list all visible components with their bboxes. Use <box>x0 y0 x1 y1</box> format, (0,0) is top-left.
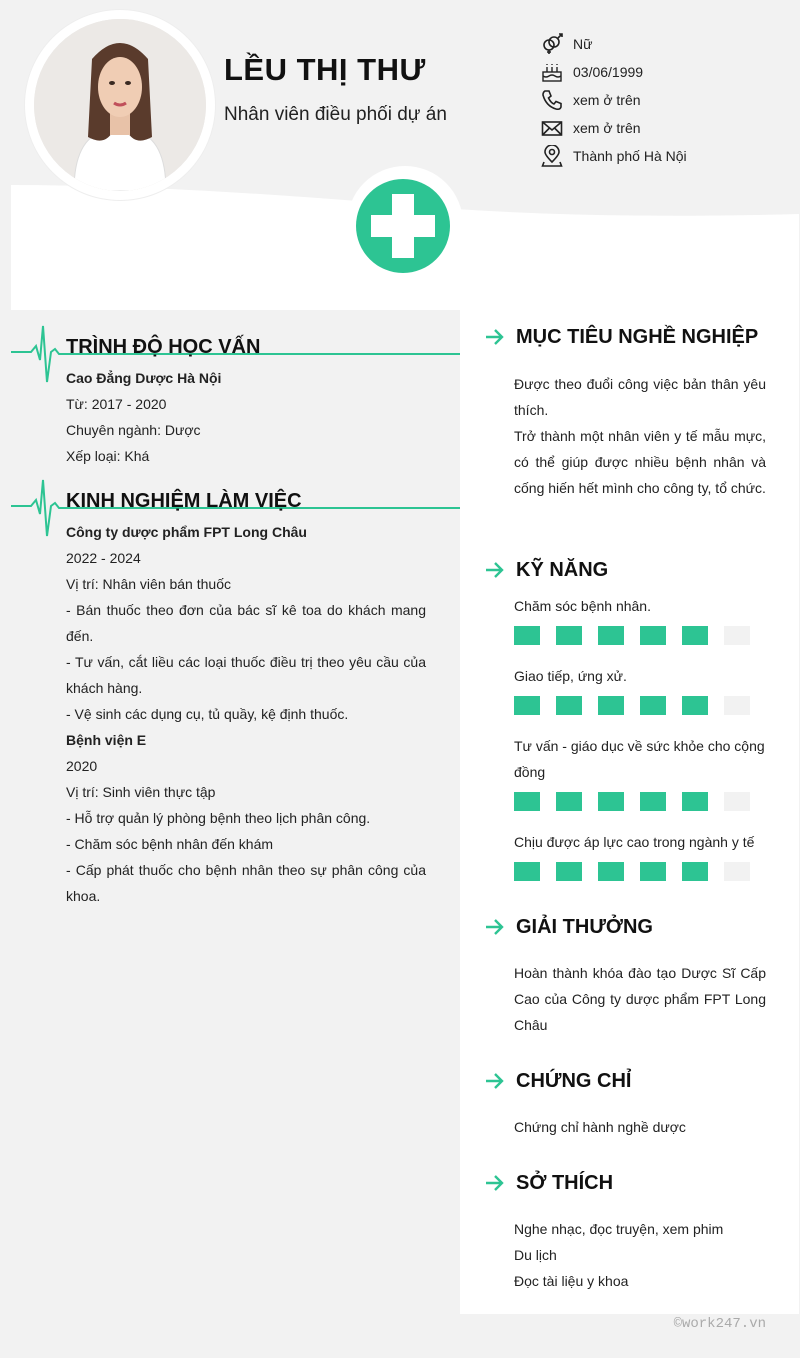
job-duty: - Hỗ trợ quản lý phòng bệnh theo lịch phân công. <box>66 810 371 826</box>
awards-title: GIẢI THƯỞNG <box>516 915 653 938</box>
certificates-heading <box>484 1066 631 1096</box>
skill-level-bar <box>514 696 766 715</box>
education-period: Từ: 2017 - 2020 <box>66 396 167 412</box>
skills-heading <box>484 555 608 585</box>
skill-segment-filled <box>556 792 582 811</box>
left-column <box>11 310 460 1350</box>
certificates-content: Chứng chỉ hành nghề dược <box>514 1119 686 1135</box>
hobbies-heading <box>484 1168 613 1198</box>
right-column <box>460 310 799 1314</box>
skill-segment-filled <box>514 862 540 881</box>
info-email <box>541 114 687 142</box>
address-text: Thành phố Hà Nội <box>573 148 687 164</box>
skill-segment-filled <box>514 626 540 645</box>
skill-segment-filled <box>640 862 666 881</box>
objective-heading <box>484 322 758 352</box>
education-title: TRÌNH ĐỘ HỌC VẤN <box>66 336 261 358</box>
phone-icon <box>541 89 567 111</box>
email-icon <box>541 117 567 139</box>
skill-segment-filled <box>682 792 708 811</box>
experience-title: KINH NGHIỆM LÀM VIỆC <box>66 490 302 512</box>
job-duty: - Bán thuốc theo đơn của bác sĩ kê toa do khách mang đến. <box>66 602 426 644</box>
skill-segment-filled <box>556 626 582 645</box>
education-major: Chuyên ngành: Dược <box>66 422 201 438</box>
skill-segment-filled <box>556 862 582 881</box>
skills-title: KỸ NĂNG <box>516 558 609 581</box>
location-pin-icon <box>541 145 567 167</box>
birthday-cake-icon <box>541 61 567 83</box>
objective-title: MỤC TIÊU NGHỀ NGHIỆP <box>516 325 759 348</box>
skill-segment-empty <box>724 696 750 715</box>
skill-segment-empty <box>724 626 750 645</box>
contact-info <box>541 30 687 170</box>
cv-header <box>11 0 799 310</box>
education-grade: Xếp loại: Khá <box>66 448 150 464</box>
certificates-title: CHỨNG CHỈ <box>516 1069 632 1092</box>
skill-level-bar <box>514 862 766 881</box>
awards-heading <box>484 912 653 942</box>
gender-text: Nữ <box>573 36 593 52</box>
candidate-job-title: Nhân viên điều phối dự án <box>224 104 447 125</box>
job-period: 2020 <box>66 758 98 774</box>
job-position: Vị trí: Nhân viên bán thuốc <box>66 576 231 592</box>
arrow-right-icon <box>484 917 506 937</box>
job-position: Vị trí: Sinh viên thực tập <box>66 784 216 800</box>
objective-paragraph: Trở thành một nhân viên y tế mẫu mực, có thể giúp được nhiều bệnh nhân và cống hiến hết mình cho công ty, tổ chức. <box>514 428 766 496</box>
skill-name: Giao tiếp, ứng xử. <box>514 668 627 684</box>
email-text: xem ở trên <box>573 120 641 136</box>
skill-segment-filled <box>514 696 540 715</box>
experience-content <box>66 519 426 909</box>
hobbies-title: SỞ THÍCH <box>516 1171 614 1194</box>
job-period: 2022 - 2024 <box>66 550 141 566</box>
phone-text: xem ở trên <box>573 92 641 108</box>
job-duty: - Chăm sóc bệnh nhân đến khám <box>66 836 274 852</box>
info-address <box>541 142 687 170</box>
skill-item <box>514 663 766 715</box>
education-content <box>66 365 426 469</box>
skill-level-bar <box>514 792 766 811</box>
job-company: Công ty dược phẩm FPT Long Châu <box>66 524 307 540</box>
hobby-item: Nghe nhạc, đọc truyện, xem phim <box>514 1221 724 1237</box>
objective-paragraph: Được theo đuổi công việc bản thân yêu thích. <box>514 376 766 418</box>
job-duty: - Vệ sinh các dụng cụ, tủ quầy, kệ định thuốc. <box>66 706 349 722</box>
skill-name: Chịu được áp lực cao trong ngành y tế <box>514 834 755 850</box>
skill-item <box>514 593 766 645</box>
arrow-right-icon <box>484 1071 506 1091</box>
medical-cross-icon <box>356 179 450 273</box>
skill-item <box>514 733 766 811</box>
skill-segment-filled <box>682 696 708 715</box>
skill-segment-filled <box>640 696 666 715</box>
skill-level-bar <box>514 626 766 645</box>
skill-segment-filled <box>514 792 540 811</box>
objective-content <box>514 371 766 501</box>
hobby-item: Du lịch <box>514 1247 557 1263</box>
skill-segment-filled <box>682 626 708 645</box>
skill-name: Chăm sóc bệnh nhân. <box>514 598 651 614</box>
job-duty: - Tư vấn, cắt liều các loại thuốc điều trị theo yêu cầu của khách hàng. <box>66 654 426 696</box>
skill-name: Tư vấn - giáo dục về sức khỏe cho cộng đồng <box>514 738 765 780</box>
awards-content: Hoàn thành khóa đào tạo Dược Sĩ Cấp Cao của Công ty dược phẩm FPT Long Châu <box>514 965 766 1033</box>
skill-segment-empty <box>724 792 750 811</box>
skill-segment-filled <box>598 626 624 645</box>
hobbies-content <box>514 1216 766 1294</box>
watermark-text: ©work247.vn <box>673 1316 766 1332</box>
arrow-right-icon <box>484 327 506 347</box>
birthday-text: 03/06/1999 <box>573 64 644 80</box>
skill-segment-filled <box>640 792 666 811</box>
job-duty: - Cấp phát thuốc cho bệnh nhân theo sự phân công của khoa. <box>66 862 426 904</box>
skill-segment-filled <box>598 792 624 811</box>
hobby-item: Đọc tài liệu y khoa <box>514 1273 629 1289</box>
skill-segment-filled <box>640 626 666 645</box>
arrow-right-icon <box>484 560 506 580</box>
avatar <box>34 19 206 191</box>
job-company: Bệnh viện E <box>66 732 147 748</box>
skill-segment-filled <box>598 862 624 881</box>
school-name: Cao Đẳng Dược Hà Nội <box>66 370 222 386</box>
skill-item <box>514 829 766 881</box>
skill-segment-filled <box>598 696 624 715</box>
gender-icon <box>541 33 567 55</box>
skill-segment-empty <box>724 862 750 881</box>
arrow-right-icon <box>484 1173 506 1193</box>
info-phone <box>541 86 687 114</box>
candidate-name: LỀU THỊ THƯ <box>224 52 426 87</box>
skill-segment-filled <box>556 696 582 715</box>
info-gender <box>541 30 687 58</box>
skill-segment-filled <box>682 862 708 881</box>
info-birthday <box>541 58 687 86</box>
